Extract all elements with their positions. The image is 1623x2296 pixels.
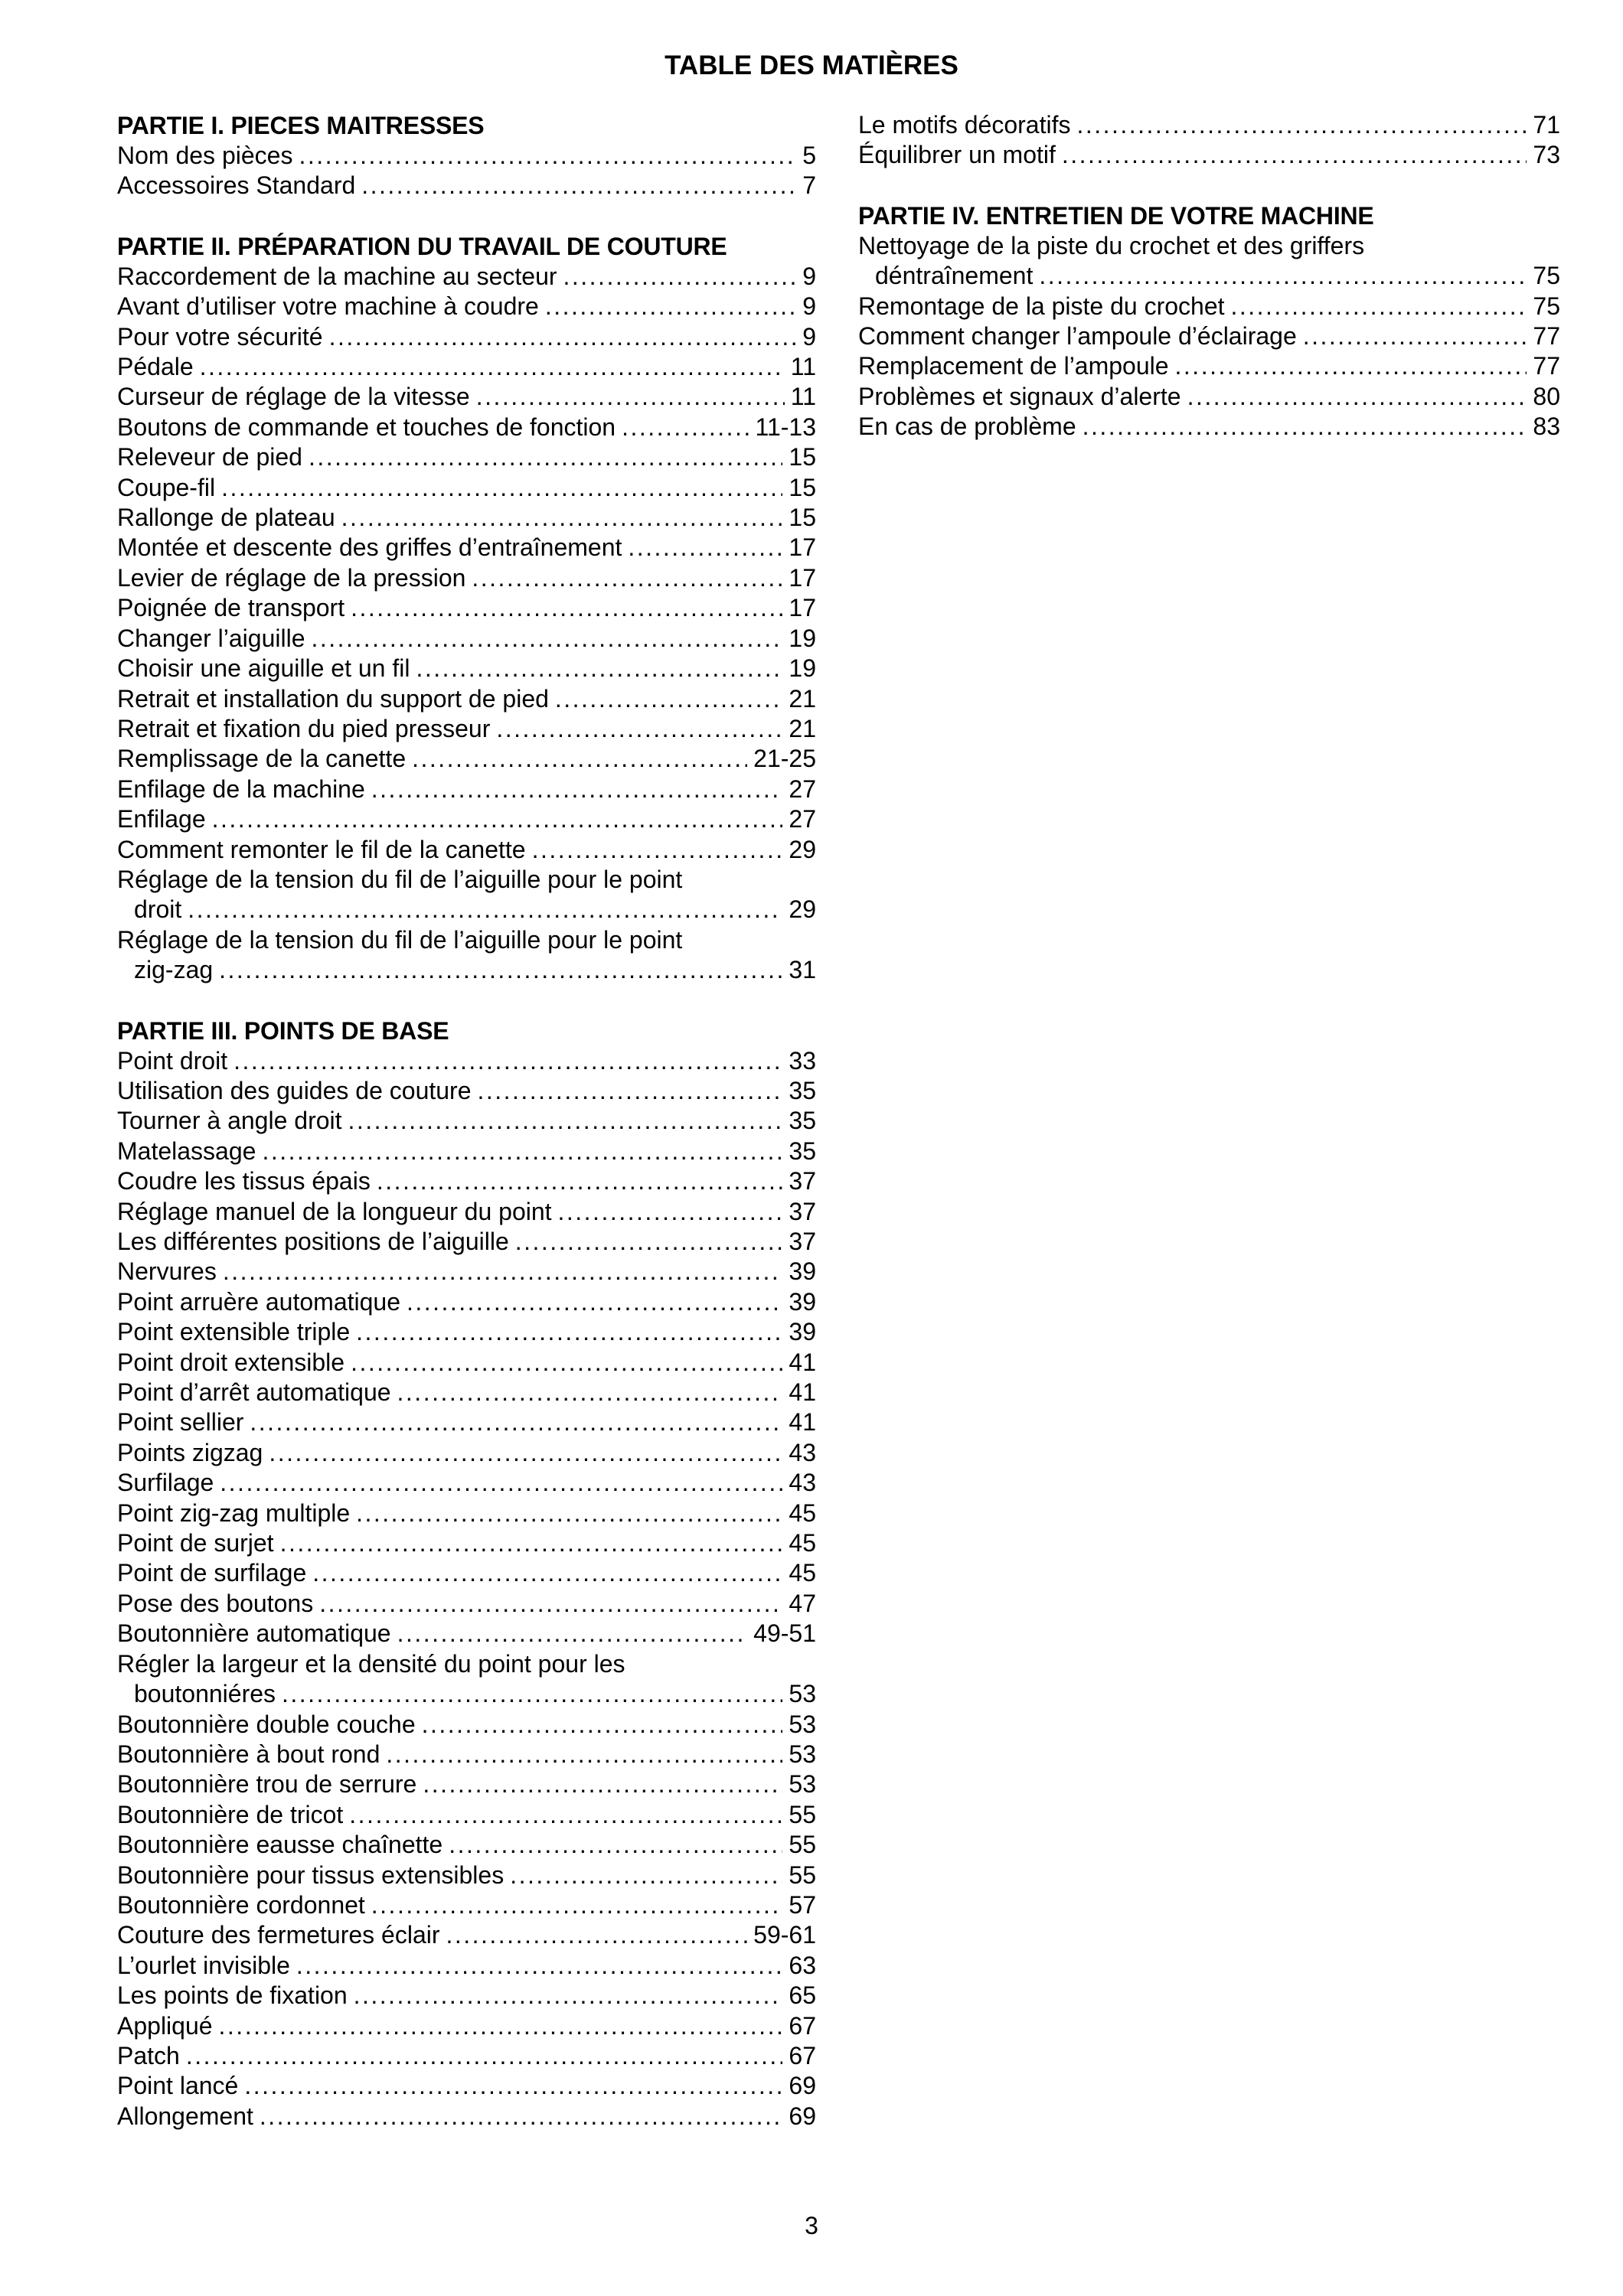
entry-title: Accessoires Standard: [117, 171, 356, 200]
dot-leader: [329, 322, 797, 352]
dot-leader: [422, 1710, 783, 1740]
entry-title: Pour votre sécurité: [117, 322, 323, 351]
entry-page: 45: [789, 1559, 816, 1587]
entry-title: Releveur de pied: [117, 443, 302, 471]
entry-title: Points zigzag: [117, 1438, 263, 1466]
dot-leader: [416, 654, 782, 683]
entry-title: Pédale: [117, 353, 194, 381]
entry-title: Allongement: [117, 2102, 253, 2130]
entry-title: Point d’arrêt automatique: [117, 1378, 391, 1407]
entry-page: 15: [789, 504, 816, 532]
dot-leader: [1062, 140, 1527, 170]
page-title: TABLE DES MATIÈRES: [665, 51, 958, 80]
dot-leader: [348, 1106, 783, 1136]
entry-page: 73: [1533, 141, 1560, 169]
entry-page: 67: [789, 2041, 816, 2069]
entry-page: 35: [789, 1137, 816, 1165]
dot-leader: [312, 1558, 782, 1588]
entry-page: 53: [789, 1710, 816, 1738]
toc-entry[interactable]: [117, 835, 816, 865]
entry-page: 43: [789, 1438, 816, 1466]
dot-leader: [356, 1499, 782, 1528]
toc-entry[interactable]: [117, 322, 816, 352]
entry-title: Comment changer l’ampoule d’éclairage: [858, 322, 1297, 351]
toc-entry[interactable]: [117, 744, 816, 774]
dot-leader: [555, 684, 783, 714]
entry-title: Remplacement de l’ampoule: [858, 352, 1169, 380]
toc-entry[interactable]: [117, 1137, 816, 1166]
entry-page: 37: [789, 1228, 816, 1255]
toc-entry[interactable]: [117, 1076, 816, 1106]
entry-title: boutonniéres: [134, 1680, 276, 1708]
entry-page: 39: [789, 1257, 816, 1286]
entry-title: Comment remonter le fil de la canette: [117, 835, 526, 863]
toc-entry[interactable]: [117, 1558, 816, 1588]
entry-page: 21: [789, 684, 816, 713]
dot-leader: [1083, 412, 1527, 442]
entry-title: Rallonge de plateau: [117, 504, 335, 532]
toc-entry[interactable]: [858, 321, 1560, 351]
entry-title: zig-zag: [134, 956, 214, 984]
entry-page: 27: [789, 805, 816, 833]
toc-entry[interactable]: [117, 684, 816, 714]
entry-page: 9: [802, 262, 816, 290]
entry-title: Coupe-fil: [117, 473, 216, 501]
toc-entry[interactable]: [117, 1710, 816, 1740]
toc-entry[interactable]: [117, 1920, 816, 1950]
entry-page: 9: [802, 322, 816, 351]
toc-entry[interactable]: [117, 413, 816, 442]
entry-page: 15: [789, 443, 816, 471]
toc-section: [858, 201, 1560, 442]
entry-title: Coudre les tissus épais: [117, 1167, 371, 1195]
entry-page: 53: [789, 1770, 816, 1799]
entry-title: Réglage manuel de la longueur du point: [117, 1197, 552, 1225]
toc-entry[interactable]: [117, 1378, 816, 1407]
entry-page: 7: [802, 171, 816, 200]
entry-page: 21: [789, 714, 816, 742]
entry-title: Réglage de la tension du fil de l’aiguille pour le point: [117, 865, 683, 893]
toc-entry[interactable]: [117, 1287, 816, 1317]
entry-page: 69: [789, 2072, 816, 2100]
toc-section: [858, 110, 1560, 171]
toc-entry[interactable]: [117, 925, 816, 986]
dot-leader: [628, 533, 782, 563]
dot-leader: [478, 1076, 783, 1106]
dot-leader: [262, 1137, 782, 1166]
entry-page: 77: [1533, 322, 1560, 351]
dot-leader: [622, 413, 749, 442]
dot-leader: [269, 1438, 782, 1468]
toc-entry[interactable]: [117, 1830, 816, 1860]
dot-leader: [221, 473, 782, 503]
entry-title: Choisir une aiguille et un fil: [117, 654, 410, 683]
entry-title: Point zig-zag multiple: [117, 1499, 351, 1527]
section-heading: PARTIE I. PIECES MAITRESSES: [117, 112, 485, 139]
toc-entry[interactable]: [117, 533, 816, 563]
toc-entry[interactable]: [117, 1317, 816, 1347]
entry-page: 37: [789, 1197, 816, 1225]
entry-title: Boutonnière double couche: [117, 1710, 416, 1738]
entry-page: 29: [789, 835, 816, 863]
entry-title: Boutonnière de tricot: [117, 1800, 344, 1828]
toc-entry[interactable]: [117, 1861, 816, 1890]
entry-title: Patch: [117, 2041, 180, 2069]
toc-entry[interactable]: [858, 140, 1560, 170]
entry-title: Raccordement de la machine au secteur: [117, 262, 557, 290]
entry-page: 65: [789, 1981, 816, 2010]
dot-leader: [349, 1800, 782, 1830]
entry-page: 33: [789, 1046, 816, 1075]
entry-page: 55: [789, 1831, 816, 1859]
toc-entry[interactable]: [117, 503, 816, 533]
entry-title: Boutonnière trou de serrure: [117, 1770, 417, 1799]
dot-leader: [219, 2011, 783, 2041]
entry-title: Utilisation des guides de couture: [117, 1076, 472, 1104]
toc-entry[interactable]: [858, 412, 1560, 442]
dot-leader: [563, 262, 797, 292]
entry-page: 77: [1533, 352, 1560, 380]
entry-title: Retrait et installation du support de pied: [117, 684, 549, 713]
dot-leader: [223, 1257, 783, 1287]
entry-page: 17: [789, 594, 816, 622]
dot-leader: [1231, 292, 1527, 321]
entry-page: 41: [789, 1408, 816, 1437]
entry-title: Surfilage: [117, 1469, 214, 1497]
toc-entry[interactable]: [117, 775, 816, 804]
dot-leader: [407, 1287, 782, 1317]
entry-title: Réglage de la tension du fil de l’aiguille pour le point: [117, 925, 683, 954]
dot-leader: [397, 1619, 748, 1649]
dot-leader: [233, 1046, 782, 1076]
entry-page: 17: [789, 533, 816, 562]
entry-title: Les différentes positions de l’aiguille: [117, 1228, 509, 1255]
toc-entry[interactable]: [117, 1589, 816, 1619]
dot-leader: [510, 1861, 782, 1890]
dot-leader: [371, 1890, 783, 1920]
dot-leader: [545, 292, 796, 321]
toc-entry[interactable]: [117, 1649, 816, 1710]
entry-title: Problèmes et signaux d’alerte: [858, 382, 1181, 410]
dot-leader: [311, 624, 782, 654]
entry-page: 15: [789, 473, 816, 501]
entry-page: 21-25: [753, 745, 816, 773]
dot-leader: [212, 804, 783, 834]
entry-title: Couture des fermetures éclair: [117, 1921, 440, 1949]
dot-leader: [186, 2041, 783, 2071]
toc-column-right: [858, 110, 1560, 472]
dot-leader: [472, 563, 782, 593]
section-heading: PARTIE III. POINTS DE BASE: [117, 1016, 449, 1045]
entry-page: 29: [789, 895, 816, 924]
toc-entry[interactable]: [117, 1769, 816, 1799]
dot-leader: [1175, 351, 1527, 381]
entry-page: 55: [789, 1800, 816, 1828]
entry-title: En cas de problème: [858, 413, 1076, 441]
dot-leader: [423, 1769, 782, 1799]
entry-title: Point sellier: [117, 1408, 244, 1437]
dot-leader: [356, 1317, 782, 1347]
entry-page: 80: [1533, 382, 1560, 410]
entry-page: 75: [1533, 262, 1560, 290]
entry-title: Point droit extensible: [117, 1348, 345, 1376]
entry-page: 17: [789, 563, 816, 592]
dot-leader: [446, 1920, 748, 1950]
dot-leader: [476, 382, 785, 412]
entry-page: 19: [789, 654, 816, 683]
entry-title: Nervures: [117, 1257, 217, 1286]
entry-page: 55: [789, 1861, 816, 1889]
toc-entry[interactable]: [117, 593, 816, 623]
entry-page: 35: [789, 1107, 816, 1135]
toc-entry[interactable]: [117, 2011, 816, 2041]
toc-section: [117, 110, 816, 201]
entry-title: Point droit: [117, 1046, 228, 1075]
entry-title: Point lancé: [117, 2072, 239, 2100]
toc-entry[interactable]: [117, 2071, 816, 2101]
toc-entry[interactable]: [117, 382, 816, 412]
entry-title: Changer l’aiguille: [117, 624, 305, 652]
toc-entry[interactable]: [117, 1438, 816, 1468]
dot-leader: [282, 1679, 782, 1709]
entry-title: Remplissage de la canette: [117, 745, 407, 773]
dot-leader: [351, 593, 782, 623]
dot-leader: [200, 352, 785, 382]
section-heading: PARTIE IV. ENTRETIEN DE VOTRE MACHINE: [858, 201, 1374, 230]
dot-leader: [296, 1951, 783, 1981]
dot-leader: [532, 835, 783, 865]
entry-page: 39: [789, 1318, 816, 1346]
entry-title: Point de surjet: [117, 1529, 274, 1557]
toc-entry[interactable]: [117, 1499, 816, 1528]
entry-title: Boutons de commande et touches de fonction: [117, 413, 616, 441]
toc-entry[interactable]: [117, 473, 816, 503]
toc-entry[interactable]: [117, 2041, 816, 2071]
toc-entry[interactable]: [117, 624, 816, 654]
entry-page: 63: [789, 1951, 816, 1979]
entry-title: Avant d’utiliser votre machine à coudre: [117, 292, 539, 321]
dot-leader: [1187, 382, 1527, 412]
entry-title: Point de surfilage: [117, 1559, 307, 1587]
entry-page: 45: [789, 1529, 816, 1557]
entry-title: Levier de réglage de la pression: [117, 563, 466, 592]
entry-title: Boutonnière cordonnet: [117, 1890, 365, 1919]
toc-entry[interactable]: [117, 171, 816, 201]
dot-leader: [1076, 110, 1527, 140]
entry-page: 11-13: [755, 413, 816, 441]
dot-leader: [558, 1197, 783, 1227]
entry-title: Tourner à angle droit: [117, 1107, 342, 1135]
dot-leader: [260, 2102, 783, 2131]
entry-title: Le motifs décoratifs: [858, 111, 1071, 139]
entry-title: Boutonnière automatique: [117, 1619, 391, 1648]
entry-page: 69: [789, 2102, 816, 2130]
entry-page: 47: [789, 1589, 816, 1617]
entry-page: 75: [1533, 292, 1560, 320]
entry-page: 11: [790, 353, 816, 381]
entry-title: droit: [134, 895, 182, 924]
entry-title: Point arruère automatique: [117, 1287, 400, 1316]
toc-entry[interactable]: [117, 1528, 816, 1558]
dot-leader: [397, 1378, 783, 1407]
toc-entry[interactable]: [858, 351, 1560, 381]
dot-leader: [351, 1348, 782, 1378]
toc-entry[interactable]: [117, 714, 816, 744]
toc-entry[interactable]: [858, 382, 1560, 412]
entry-title: déntraînement: [875, 262, 1034, 290]
entry-title: Enfilage: [117, 805, 206, 833]
dot-leader: [219, 955, 782, 985]
dot-leader: [299, 141, 796, 171]
entry-title: Boutonnière pour tissus extensibles: [117, 1861, 505, 1889]
entry-page: 39: [789, 1287, 816, 1316]
dot-leader: [319, 1589, 782, 1619]
entry-title: Nettoyage de la piste du crochet et des griffers: [858, 231, 1365, 259]
toc-entry[interactable]: [117, 1166, 816, 1196]
entry-page: 27: [789, 775, 816, 803]
toc-entry[interactable]: [117, 262, 816, 292]
toc-entry[interactable]: [117, 1257, 816, 1287]
toc-entry[interactable]: [117, 1890, 816, 1920]
toc-section: [117, 231, 816, 986]
toc-entry[interactable]: [117, 1619, 816, 1649]
toc-entry[interactable]: [117, 292, 816, 321]
toc-entry[interactable]: [117, 2102, 816, 2131]
entry-title: Les points de fixation: [117, 1981, 348, 2010]
toc-entry[interactable]: [117, 1951, 816, 1981]
section-heading: PARTIE II. PRÉPARATION DU TRAVAIL DE COUTURE: [117, 232, 727, 260]
entry-page: 59-61: [753, 1921, 816, 1949]
entry-page: 53: [789, 1740, 816, 1768]
dot-leader: [220, 1468, 782, 1498]
dot-leader: [354, 1981, 783, 2011]
entry-page: 43: [789, 1469, 816, 1497]
dot-leader: [449, 1830, 782, 1860]
entry-title: L’ourlet invisible: [117, 1951, 290, 1979]
entry-title: Pose des boutons: [117, 1589, 314, 1617]
toc-entry[interactable]: [117, 563, 816, 593]
entry-page: 41: [789, 1348, 816, 1376]
dot-leader: [515, 1227, 783, 1257]
dot-leader: [361, 171, 796, 201]
entry-title: Enfilage de la machine: [117, 775, 365, 803]
entry-page: 71: [1533, 111, 1560, 139]
entry-page: 31: [789, 956, 816, 984]
entry-page: 19: [789, 624, 816, 652]
toc-entry[interactable]: [117, 1800, 816, 1830]
entry-page: 35: [789, 1076, 816, 1104]
dot-leader: [1303, 321, 1527, 351]
entry-title: Nom des pièces: [117, 142, 293, 169]
entry-title: Point extensible triple: [117, 1318, 351, 1346]
toc-entry[interactable]: [117, 1981, 816, 2011]
dot-leader: [244, 2071, 782, 2101]
entry-title: Appliqué: [117, 2011, 213, 2040]
entry-title: Curseur de réglage de la vitesse: [117, 383, 470, 411]
entry-page: 37: [789, 1167, 816, 1195]
toc-entry[interactable]: [117, 1407, 816, 1437]
toc-entry[interactable]: [117, 442, 816, 472]
dot-leader: [412, 744, 747, 774]
toc-entry[interactable]: [117, 1046, 816, 1076]
dot-leader: [280, 1528, 783, 1558]
toc-entry[interactable]: [117, 1227, 816, 1257]
entry-title: Matelassage: [117, 1137, 256, 1165]
toc-section: [117, 1016, 816, 2132]
entry-title: Montée et descente des griffes d’entraînement: [117, 533, 622, 562]
entry-title: Poignée de transport: [117, 594, 345, 622]
dot-leader: [496, 714, 782, 744]
toc-entry[interactable]: [117, 352, 816, 382]
entry-title: Régler la largeur et la densité du point pour les: [117, 1649, 625, 1678]
entry-page: 5: [802, 142, 816, 169]
entry-page: 41: [789, 1378, 816, 1407]
dot-leader: [371, 775, 783, 804]
entry-title: Équilibrer un motif: [858, 141, 1056, 169]
entry-title: Boutonnière à bout rond: [117, 1740, 380, 1768]
toc-entry[interactable]: [117, 804, 816, 834]
entry-title: Remontage de la piste du crochet: [858, 292, 1225, 320]
entry-page: 11: [790, 383, 816, 411]
toc-entry[interactable]: [117, 1468, 816, 1498]
entry-title: Retrait et fixation du pied presseur: [117, 714, 491, 742]
entry-title: Boutonnière eausse chaînette: [117, 1831, 443, 1859]
dot-leader: [309, 442, 782, 472]
entry-page: 9: [802, 292, 816, 321]
dot-leader: [341, 503, 783, 533]
toc-entry[interactable]: [117, 1197, 816, 1227]
entry-page: 83: [1533, 413, 1560, 441]
toc-entry[interactable]: [117, 141, 816, 171]
dot-leader: [188, 895, 782, 925]
toc-entry[interactable]: [858, 231, 1560, 292]
toc-entry[interactable]: [117, 654, 816, 683]
entry-page: 45: [789, 1499, 816, 1527]
dot-leader: [386, 1740, 782, 1769]
toc-entry[interactable]: [117, 1348, 816, 1378]
entry-page: 53: [789, 1680, 816, 1708]
page-number: 3: [805, 2212, 818, 2239]
toc-entry[interactable]: [117, 1106, 816, 1136]
entry-page: 49-51: [753, 1619, 816, 1648]
dot-leader: [250, 1407, 782, 1437]
dot-leader: [377, 1166, 783, 1196]
toc-entry[interactable]: [858, 292, 1560, 321]
toc-entry[interactable]: [117, 1740, 816, 1769]
dot-leader: [1039, 261, 1527, 291]
entry-page: 67: [789, 2011, 816, 2040]
entry-page: 57: [789, 1890, 816, 1919]
toc-entry[interactable]: [117, 865, 816, 925]
toc-entry[interactable]: [858, 110, 1560, 140]
toc-column-left: [117, 110, 816, 2161]
